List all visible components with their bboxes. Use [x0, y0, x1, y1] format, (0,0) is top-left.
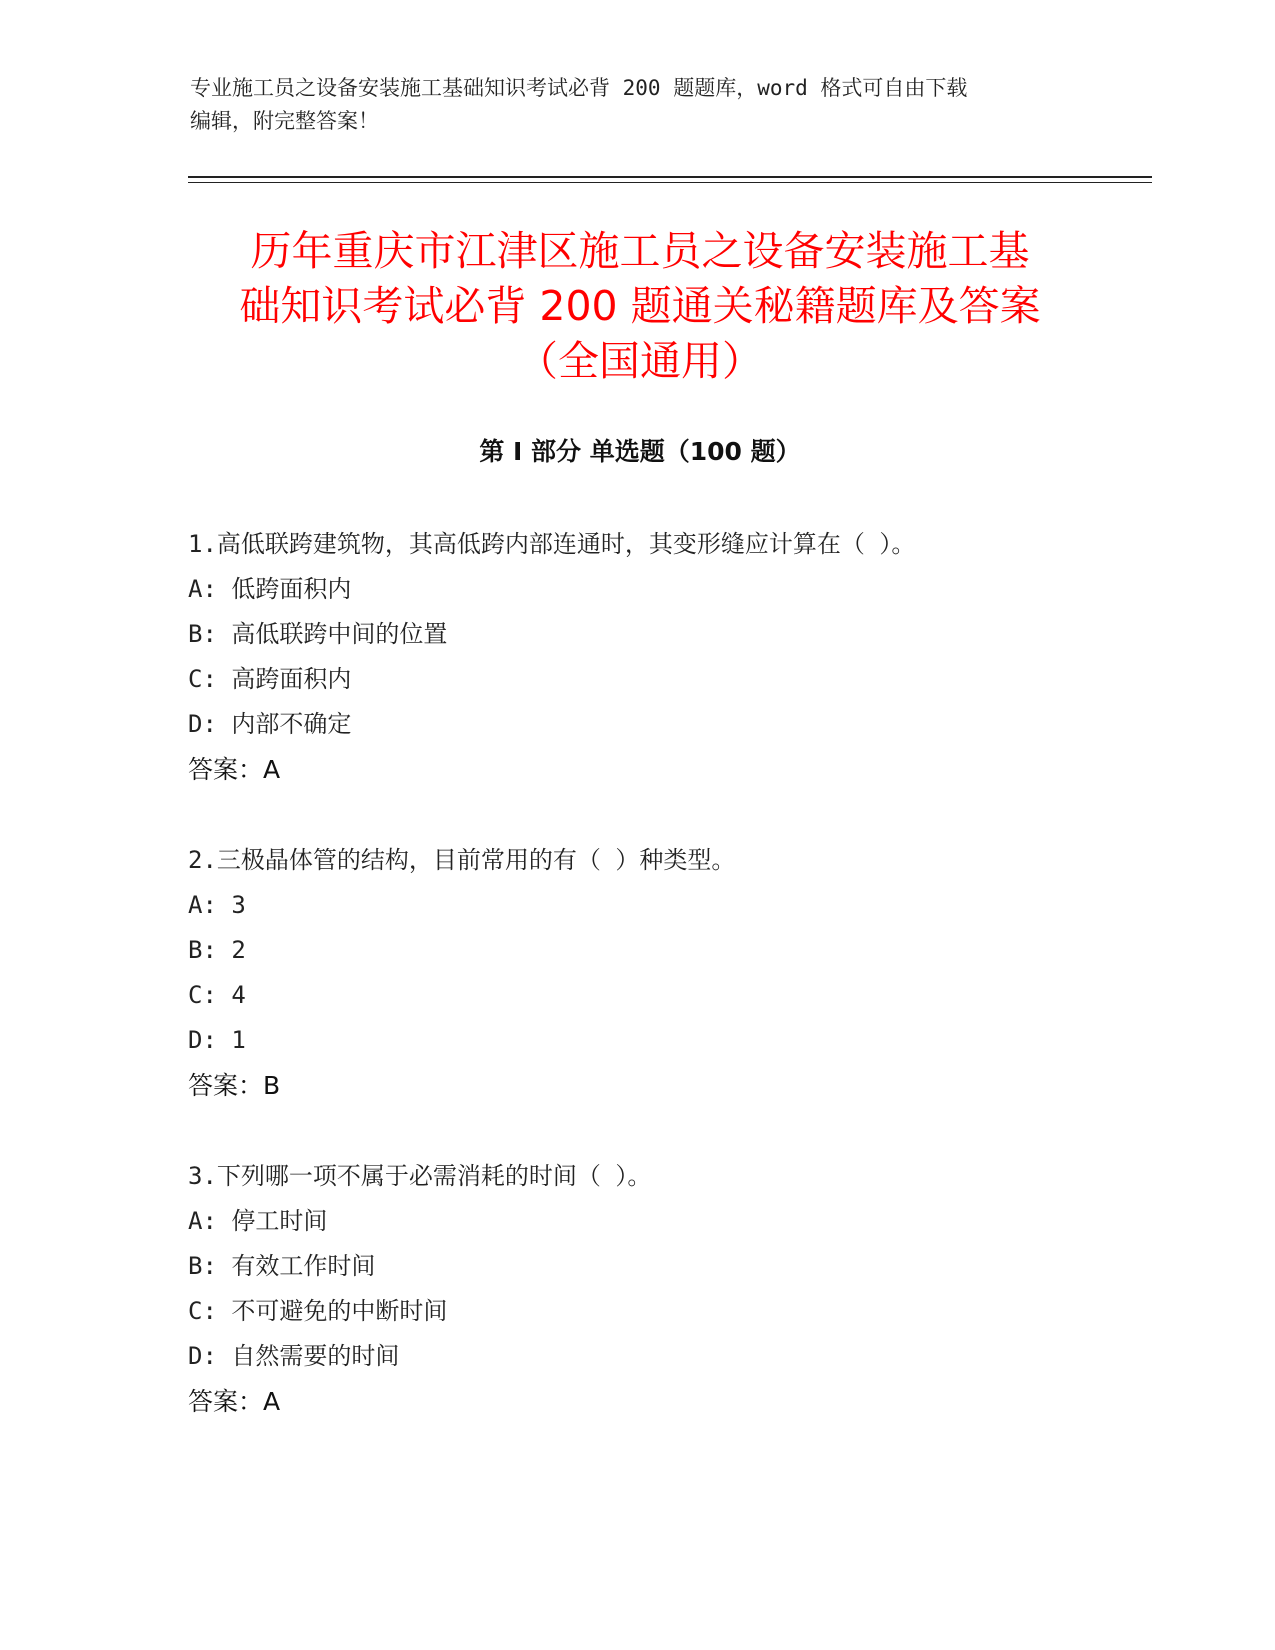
option-b: B: 有效工作时间 — [188, 1252, 376, 1280]
option-c: C: 不可避免的中断时间 — [188, 1297, 448, 1325]
question-stem: 1.高低联跨建筑物，其高低跨内部连通时，其变形缝应计算在（ ）。 — [188, 530, 916, 558]
question-item-2 — [188, 838, 1148, 1108]
question-item-3 — [188, 1154, 1148, 1424]
question-stem: 3.下列哪一项不属于必需消耗的时间（ ）。 — [188, 1162, 652, 1190]
option-a: A: 停工时间 — [188, 1207, 328, 1235]
option-a: A: 3 — [188, 891, 246, 919]
option-d: D: 内部不确定 — [188, 710, 352, 738]
header-note-line-2: 编辑，附完整答案！ — [190, 109, 379, 133]
title-line-3: （全国通用） — [517, 337, 763, 385]
header-divider-thin — [188, 182, 1152, 183]
document-title — [160, 224, 1120, 389]
header-divider-thick — [188, 176, 1152, 178]
option-d: D: 1 — [188, 1026, 246, 1054]
title-line-2: 础知识考试必背 200 题通关秘籍题库及答案 — [239, 282, 1041, 330]
question-list — [188, 522, 1148, 1470]
question-item-1 — [188, 522, 1148, 792]
answer-text: 答案：A — [188, 1387, 281, 1416]
option-c: C: 高跨面积内 — [188, 665, 352, 693]
option-a: A: 低跨面积内 — [188, 575, 352, 603]
option-c: C: 4 — [188, 981, 246, 1009]
option-b: B: 2 — [188, 936, 246, 964]
question-stem: 2.三极晶体管的结构，目前常用的有（ ）种类型。 — [188, 846, 736, 874]
header-note-line-1: 专业施工员之设备安装施工基础知识考试必背 200 题题库，word 格式可自由下载 — [190, 76, 968, 100]
section-heading: 第 I 部分 单选题（100 题） — [479, 437, 801, 466]
option-b: B: 高低联跨中间的位置 — [188, 620, 448, 648]
header-note — [190, 72, 1090, 138]
title-line-1: 历年重庆市江津区施工员之设备安装施工基 — [250, 227, 1030, 275]
answer-text: 答案：B — [188, 1071, 281, 1100]
answer-text: 答案：A — [188, 755, 281, 784]
option-d: D: 自然需要的时间 — [188, 1342, 400, 1370]
